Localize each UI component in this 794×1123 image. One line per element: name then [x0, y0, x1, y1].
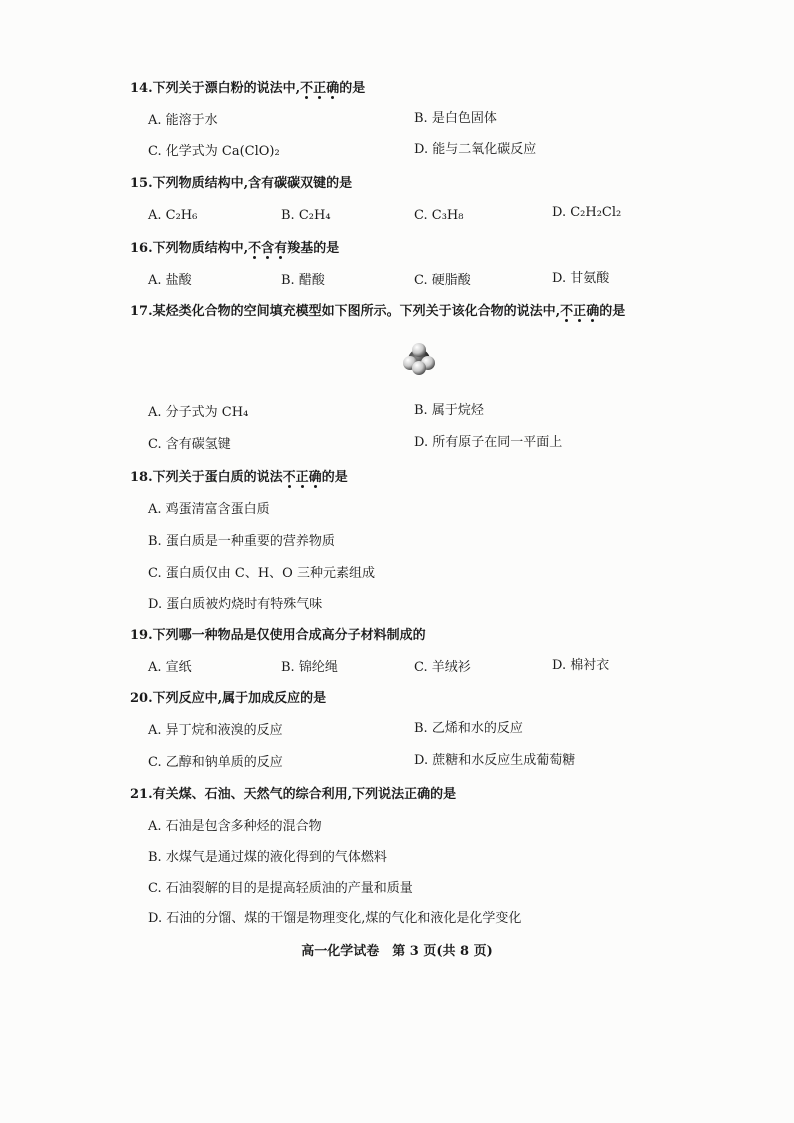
stem-text: 的是: [599, 304, 626, 319]
stem-text: 下列物质结构中,含有碳碳双键的是: [152, 176, 353, 191]
question-19-stem: [130, 627, 426, 645]
question-number: 16.: [130, 241, 153, 256]
q15-option-a: A. C₂H₆: [148, 208, 198, 223]
q17-option-b: B. 属于烷烃: [414, 403, 484, 418]
stem-text: 下列关于蛋白质的说法: [152, 470, 283, 485]
question-number: 19.: [130, 628, 153, 643]
emphasis-char: 不: [300, 81, 314, 96]
stem-text: 的是: [339, 81, 366, 96]
question-number: 17.: [130, 304, 153, 319]
q17-option-c: C. 含有碳氢键: [148, 437, 231, 452]
emphasis-char: 不: [282, 470, 296, 485]
question-number: 21.: [130, 787, 153, 802]
q19-option-b: B. 锦纶绳: [281, 660, 338, 675]
question-16-stem: [130, 240, 339, 258]
q18-option-a: A. 鸡蛋清富含蛋白质: [148, 502, 270, 517]
q14-option-a: A. 能溶于水: [148, 113, 218, 128]
question-number: 20.: [130, 691, 153, 706]
q21-option-d: D. 石油的分馏、煤的干馏是物理变化,煤的气化和液化是化学变化: [148, 911, 522, 926]
q20-option-a: A. 异丁烷和液溴的反应: [148, 723, 283, 738]
q14-option-d: D. 能与二氧化碳反应: [414, 142, 537, 157]
emphasis-char: 正: [313, 81, 327, 96]
emphasis-char: 确: [586, 304, 600, 319]
question-20-stem: [130, 690, 326, 708]
q16-option-d: D. 甘氨酸: [552, 271, 610, 286]
stem-text: 下列关于漂白粉的说法中,: [152, 81, 301, 96]
question-15-stem: [130, 175, 352, 193]
question-number: 15.: [130, 176, 153, 191]
stem-text: 下列物质结构中,: [152, 241, 249, 256]
q15-option-c: C. C₃H₈: [414, 208, 464, 223]
q16-option-a: A. 盐酸: [148, 273, 192, 288]
q15-option-d: D. C₂H₂Cl₂: [552, 205, 622, 220]
question-number: 14.: [130, 81, 153, 96]
q20-option-d: D. 蔗糖和水反应生成葡萄糖: [414, 753, 576, 768]
q19-option-a: A. 宣纸: [148, 660, 192, 675]
q19-option-d: D. 棉衬衣: [552, 658, 610, 673]
q18-option-c: C. 蛋白质仅由 C、H、O 三种元素组成: [148, 566, 375, 581]
stem-text: 有关煤、石油、天然气的综合利用,下列说法正确的是: [152, 787, 457, 802]
q18-option-d: D. 蛋白质被灼烧时有特殊气味: [148, 597, 323, 612]
question-21-stem: [130, 786, 456, 804]
emphasis-char: 正: [573, 304, 587, 319]
stem-text: 的是: [321, 470, 348, 485]
emphasis-char: 确: [308, 470, 322, 485]
emphasis-char: 确: [326, 81, 340, 96]
q16-option-b: B. 醋酸: [281, 273, 325, 288]
q20-option-c: C. 乙醇和钠单质的反应: [148, 755, 283, 770]
q17-option-d: D. 所有原子在同一平面上: [414, 435, 563, 450]
page-footer: 高一化学试卷 第 3 页(共 8 页): [301, 944, 493, 959]
stem-text: 羧基的是: [287, 241, 340, 256]
q21-option-c: C. 石油裂解的目的是提高轻质油的产量和质量: [148, 881, 413, 896]
emphasis-char: 正: [295, 470, 309, 485]
emphasis-char: 不: [560, 304, 574, 319]
q14-option-c: C. 化学式为 Ca(ClO)₂: [148, 144, 280, 159]
q16-option-c: C. 硬脂酸: [414, 273, 471, 288]
q21-option-b: B. 水煤气是通过煤的液化得到的气体燃料: [148, 850, 387, 865]
q19-option-c: C. 羊绒衫: [414, 660, 471, 675]
q18-option-b: B. 蛋白质是一种重要的营养物质: [148, 534, 335, 549]
emphasis-char: 不: [248, 241, 262, 256]
question-18-stem: [130, 469, 348, 487]
q21-option-a: A. 石油是包含多种烃的混合物: [148, 819, 322, 834]
methane-space-filling-model-image: [401, 342, 437, 378]
q17-option-a: A. 分子式为 CH₄: [148, 405, 249, 420]
emphasis-char: 有: [274, 241, 288, 256]
q14-option-b: B. 是白色固体: [414, 111, 497, 126]
stem-text: 下列反应中,属于加成反应的是: [152, 691, 327, 706]
stem-text: 下列哪一种物品是仅使用合成高分子材料制成的: [152, 628, 426, 643]
emphasis-char: 含: [261, 241, 275, 256]
question-14-stem: [130, 80, 365, 98]
question-number: 18.: [130, 470, 153, 485]
stem-text: 某烃类化合物的空间填充模型如下图所示。下列关于该化合物的说法中,: [152, 304, 561, 319]
q15-option-b: B. C₂H₄: [281, 208, 331, 223]
q20-option-b: B. 乙烯和水的反应: [414, 721, 523, 736]
question-17-stem: [130, 303, 625, 321]
